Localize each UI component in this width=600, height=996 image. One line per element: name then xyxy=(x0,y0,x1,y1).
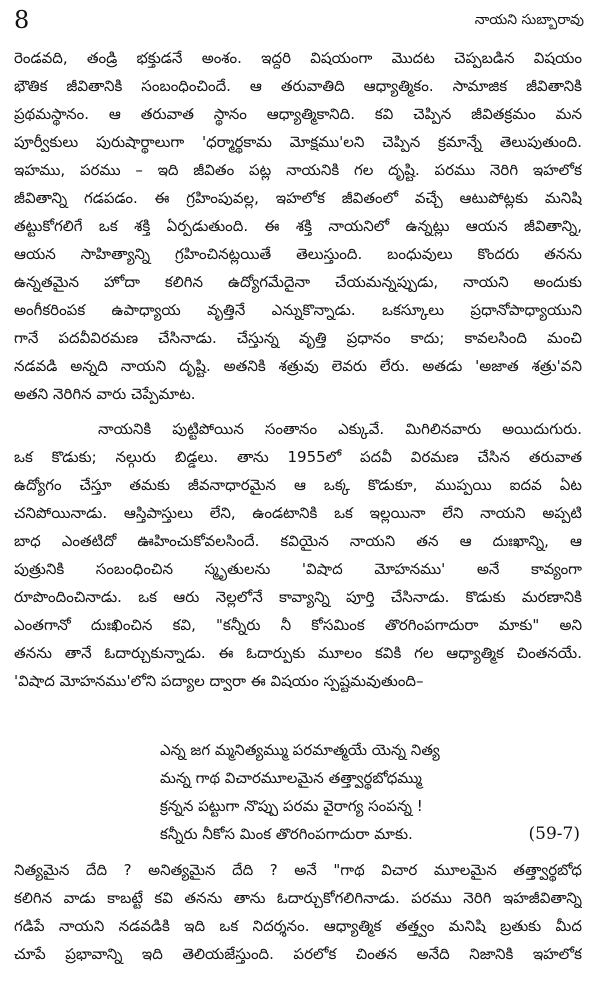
paragraph-3 xyxy=(14,856,582,968)
text-line: అతని నెరిగిన వారు చెప్పేమాట. xyxy=(14,385,196,403)
text-line: నాయనికి పుట్టిపోయిన సంతానం ఎక్కువే. మిగిలినవారు అయిదుగురు. xyxy=(98,420,582,438)
verse-line: మన్న గాథ విచారమూలమైన తత్త్వార్థబోధమ్ము xyxy=(160,769,422,787)
text-line: గడిపే నాయని నడవడికి ఇది ఒక నిదర్శనం. ఆధ్యాత్మిక తత్త్వం మనిషి బ్రతుకు మీద xyxy=(14,917,582,935)
page-body xyxy=(14,44,582,695)
text-line: తనను తానే ఓదార్చుకున్నాడు. ఈ ఓదార్పుకు మూలం కవికి గల ఆధ్యాత్మిక చింతనయే. xyxy=(14,644,582,662)
text-line: గానే పదవీవిరమణ చేసినాడు. చేస్తున్న వృత్తి ప్రధానం కాదు; కావలసింది మంచి xyxy=(14,329,582,347)
text-line: రూపొందించినాడు. ఒక ఆరు నెల్లలోనే కావ్యాన్ని పూర్తి చేసినాడు. కొడుకు మరణానికి xyxy=(14,588,582,606)
paragraph-2 xyxy=(14,415,582,695)
page-body-continued xyxy=(14,856,582,968)
text-line: ఉద్యోగం చేస్తూ తమకు జీవనాధారమైన ఆ ఒక్క కొడుకూ, ముప్పయి ఐదవ ఏట xyxy=(14,476,582,494)
text-line: పుత్రునికి సంబంధించిన స్మృతులను 'విషాద మోహనము' అనే కావ్యంగా xyxy=(14,560,582,578)
text-line: తట్టుకోగలిగే ఒక శక్తి ఏర్పడుతుంది. ఈ శక్తి నాయనిలో ఉన్నట్లు ఆయన జీవితాన్ని, xyxy=(14,217,582,235)
paragraph-1 xyxy=(14,44,582,408)
text-line: నడవడి అన్నది నాయని దృష్టి. అతనికి శత్రువు లెవరు లేరు. అతడు 'అజాత శత్రు'వని xyxy=(14,357,582,375)
text-line: ఇహము, పరము – ఇది జీవితం పట్ల నాయనికి గల దృష్టి. పరము నెరిగి ఇహలోక xyxy=(14,161,582,179)
text-line: చూపే ప్రభావాన్ని ఇది తెలియజేస్తుంది. పరలోక చింతన అనేది నిజానికి ఇహలోక xyxy=(14,945,582,963)
text-line: కలిగిన వాడు కాబట్టే కవి తనను తాను ఓదార్చుకోగలిగినాడు. పరము నెరిగి ఇహజీవితాన్ని xyxy=(14,889,582,907)
verse-reference: (59-7) xyxy=(528,824,580,844)
text-line: బాధ ఎంతటిదో ఊహించుకోవలసిందే. కవియైన నాయని తన ఆ దుఃఖాన్ని, ఆ xyxy=(14,532,582,550)
text-line: అంగీకరింపక ఉపాధ్యాయ వృత్తినే ఎన్నుకొన్నాడు. ఒకస్కూలు ప్రధానోపాధ్యాయుని xyxy=(14,301,582,319)
page-number: 8 xyxy=(14,6,30,34)
text-line: భౌతిక జీవితానికి సంబంధించిందే. ఆ తరువాతిది ఆధ్యాత్మికం. సామాజిక జీవితానికి xyxy=(14,77,582,95)
text-line: పూర్వీకులు పురుషార్థాలుగా 'ధర్మార్థకామ మోక్షము'లని చెప్పిన క్రమాన్నే తెలుపుతుంది. xyxy=(14,133,582,151)
text-line: జీవితాన్ని గడపడం. ఈ గ్రహింపువల్ల, ఇహలోక జీవితంలో వచ్చే ఆటుపోట్లకు మనిషి xyxy=(14,189,582,207)
verse-line: ఎన్న జగ మ్మనిత్యమ్ము పరమాత్మయే యెన్న నిత్య xyxy=(160,741,440,759)
text-line: 'విషాద మోహనము'లోని పద్యాల ద్వారా ఈ విషయం స్పష్టమవుతుంది– xyxy=(14,672,424,690)
verse-line xyxy=(160,820,580,848)
text-line: ఉన్నతమైన హోదా కలిగిన ఉద్యోగమేదైనా చేయమన్నప్పుడు, నాయని అందుకు xyxy=(14,273,582,291)
text-line: ఎంతగానో దుఃఖించిన కవి, "కన్నీరు నీ కోసమింక తొరగింపగాదురా మాకు" అని xyxy=(14,616,582,634)
page-header xyxy=(14,2,584,36)
text-line: చనిపోయినాడు. ఆస్తిపాస్తులు లేని, ఉండటానికి ఒక ఇల్లయినా లేని నాయని అప్పటి xyxy=(14,504,582,522)
verse-line-text: కన్నీరు నీకోస మింక తొరగింపగాదురా మాకు. xyxy=(160,825,413,843)
text-line: ఆయన సాహిత్యాన్ని గ్రహించినట్లయితే తెలుస్తుంది. బంధువులు కొందరు తనను xyxy=(14,245,582,263)
text-line: ఒక కొడుకు; నల్గురు బిడ్డలు. తాను 1955లో పదవీ విరమణ చేసిన తరువాత xyxy=(14,448,582,466)
verse-line: క్రన్నన పట్టుగా నొప్పు పరమ వైరాగ్య సంపన్న ! xyxy=(160,797,423,815)
running-head: నాయని సుబ్బారావు xyxy=(474,12,584,28)
text-line: నిత్యమైన దేది ? అనిత్యమైన దేది ? అనే "గాథ విచార మూలమైన తత్త్వార్థబోధ xyxy=(14,861,582,879)
text-line: రెండవది, తండ్రి భక్తుడనే అంశం. ఇద్దరి విషయంగా మొదట చెప్పబడిన విషయం xyxy=(14,49,582,67)
text-line: ప్రథమస్థానం. ఆ తరువాత స్థానం ఆధ్యాత్మికానిది. కవి చెప్పిన జీవితక్రమం మన xyxy=(14,105,582,123)
verse-block xyxy=(160,736,580,848)
